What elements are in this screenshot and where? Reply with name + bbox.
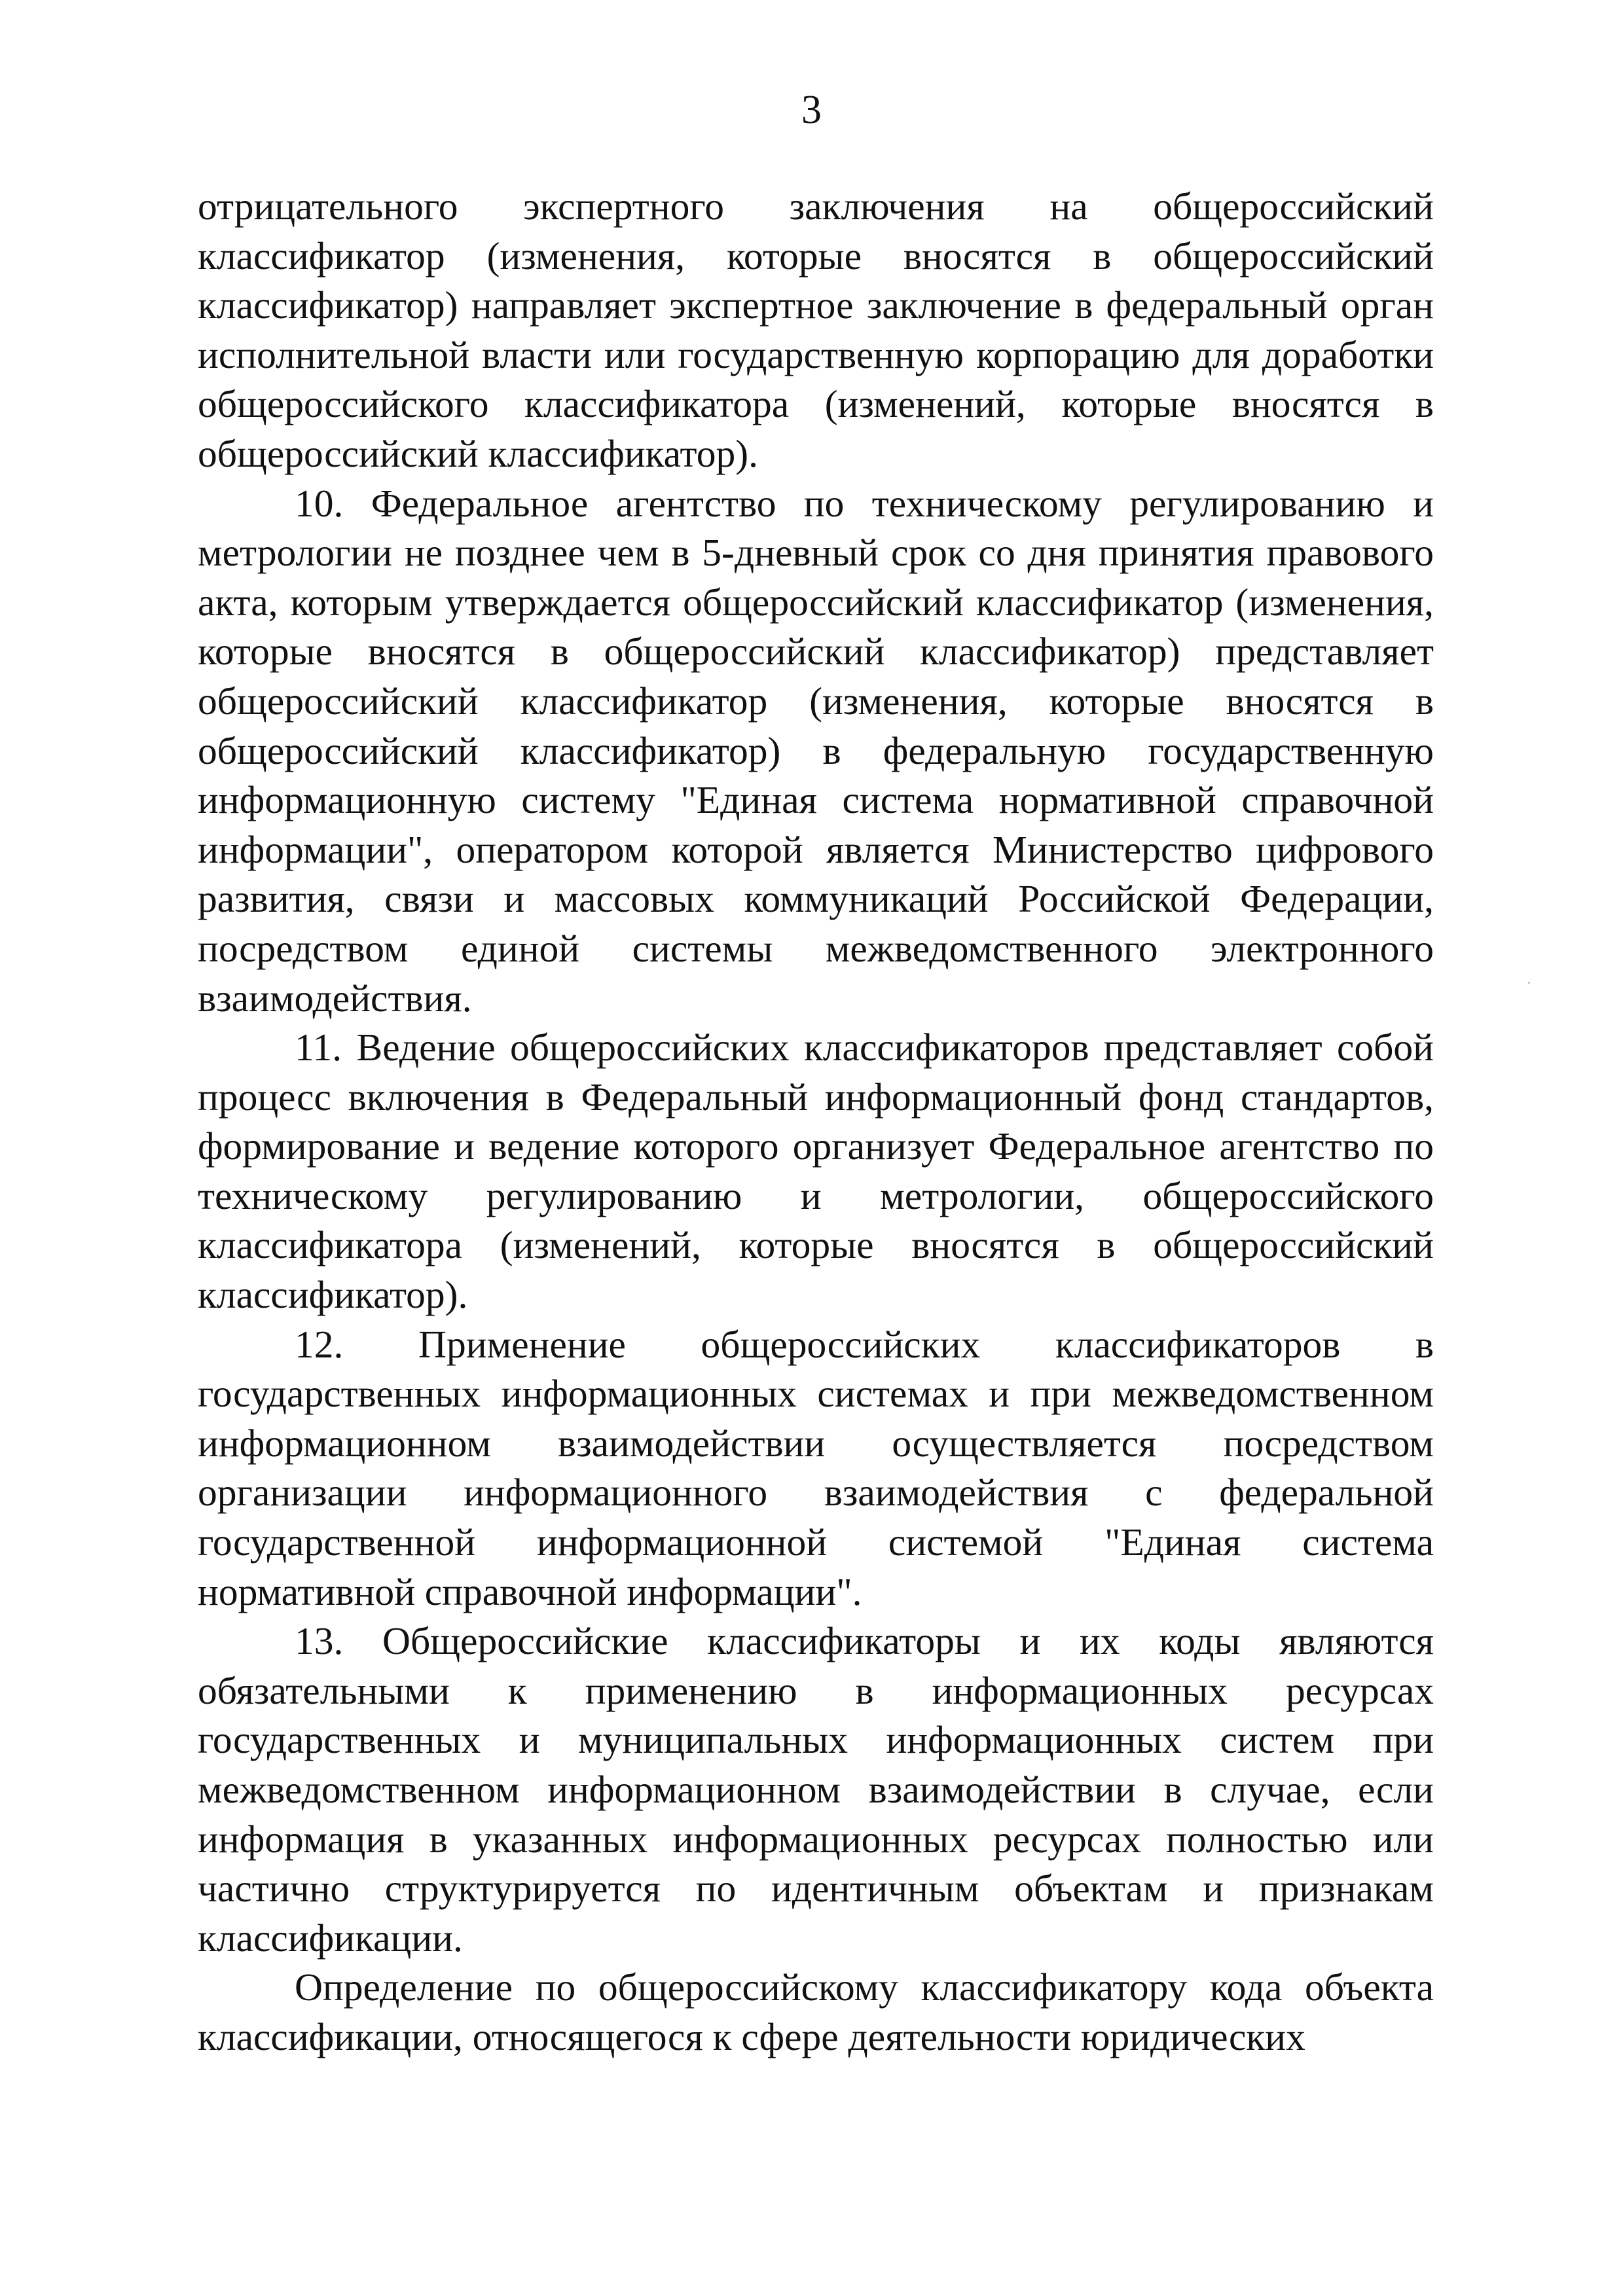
page-number: 3 — [801, 88, 822, 132]
document-body — [198, 182, 1434, 2062]
paragraph-item-12: 12. Применение общероссийских классификаторов в государственных информационных системах и при межведомственном информационном взаимодействии осуществляется посредством организации информационного взаимодействия с федеральной государственной информационной системой "Единая система нормативной справочной информации". — [198, 1322, 1434, 1613]
paragraph-item-10: 10. Федеральное агентство по техническому регулированию и метрологии не позднее чем в 5-дневный срок со дня принятия правового акта, которым утверждается общероссийский классификатор (изменения, которые вносятся в общероссийский классификатор) представляет общероссийский классификатор (изменения, которые вносятся в общероссийский классификатор) в федеральную государственную информационную систему "Единая система нормативной справочной информации", оператором которой является Министерство цифрового развития, связи и массовых коммуникаций Российской Федерации, посредством единой системы межведомственного электронного взаимодействия. — [198, 481, 1434, 1020]
paragraph-item-13: 13. Общероссийские классификаторы и их коды являются обязательными к применению в информационных ресурсах государственных и муниципальных информационных систем при межведомственном информационном взаимодействии в случае, если информация в указанных информационных ресурсах полностью или частично структурируется по идентичным объектам и признакам классификации. — [198, 1619, 1434, 1960]
scan-speck — [1528, 982, 1530, 984]
paragraph-item-13-continued: Определение по общероссийскому классификатору кода объекта классификации, относящегося к сфере деятельности юридических — [198, 1965, 1434, 2058]
paragraph-continuation: отрицательного экспертного заключения на общероссийский классификатор (изменения, которые вносятся в общероссийский классификатор) направляет экспертное заключение в федеральный орган исполнительной власти или государственную корпорацию для доработки общероссийского классификатора (изменений, которые вносятся в общероссийский классификатор). — [198, 185, 1434, 475]
paragraph-item-11: 11. Ведение общероссийских классификаторов представляет собой процесс включения в Федеральный информационный фонд стандартов, формирование и ведение которого организует Федеральное агентство по техническому регулированию и метрологии, общероссийского классификатора (изменений, которые вносятся в общероссийский классификатор). — [198, 1026, 1434, 1317]
